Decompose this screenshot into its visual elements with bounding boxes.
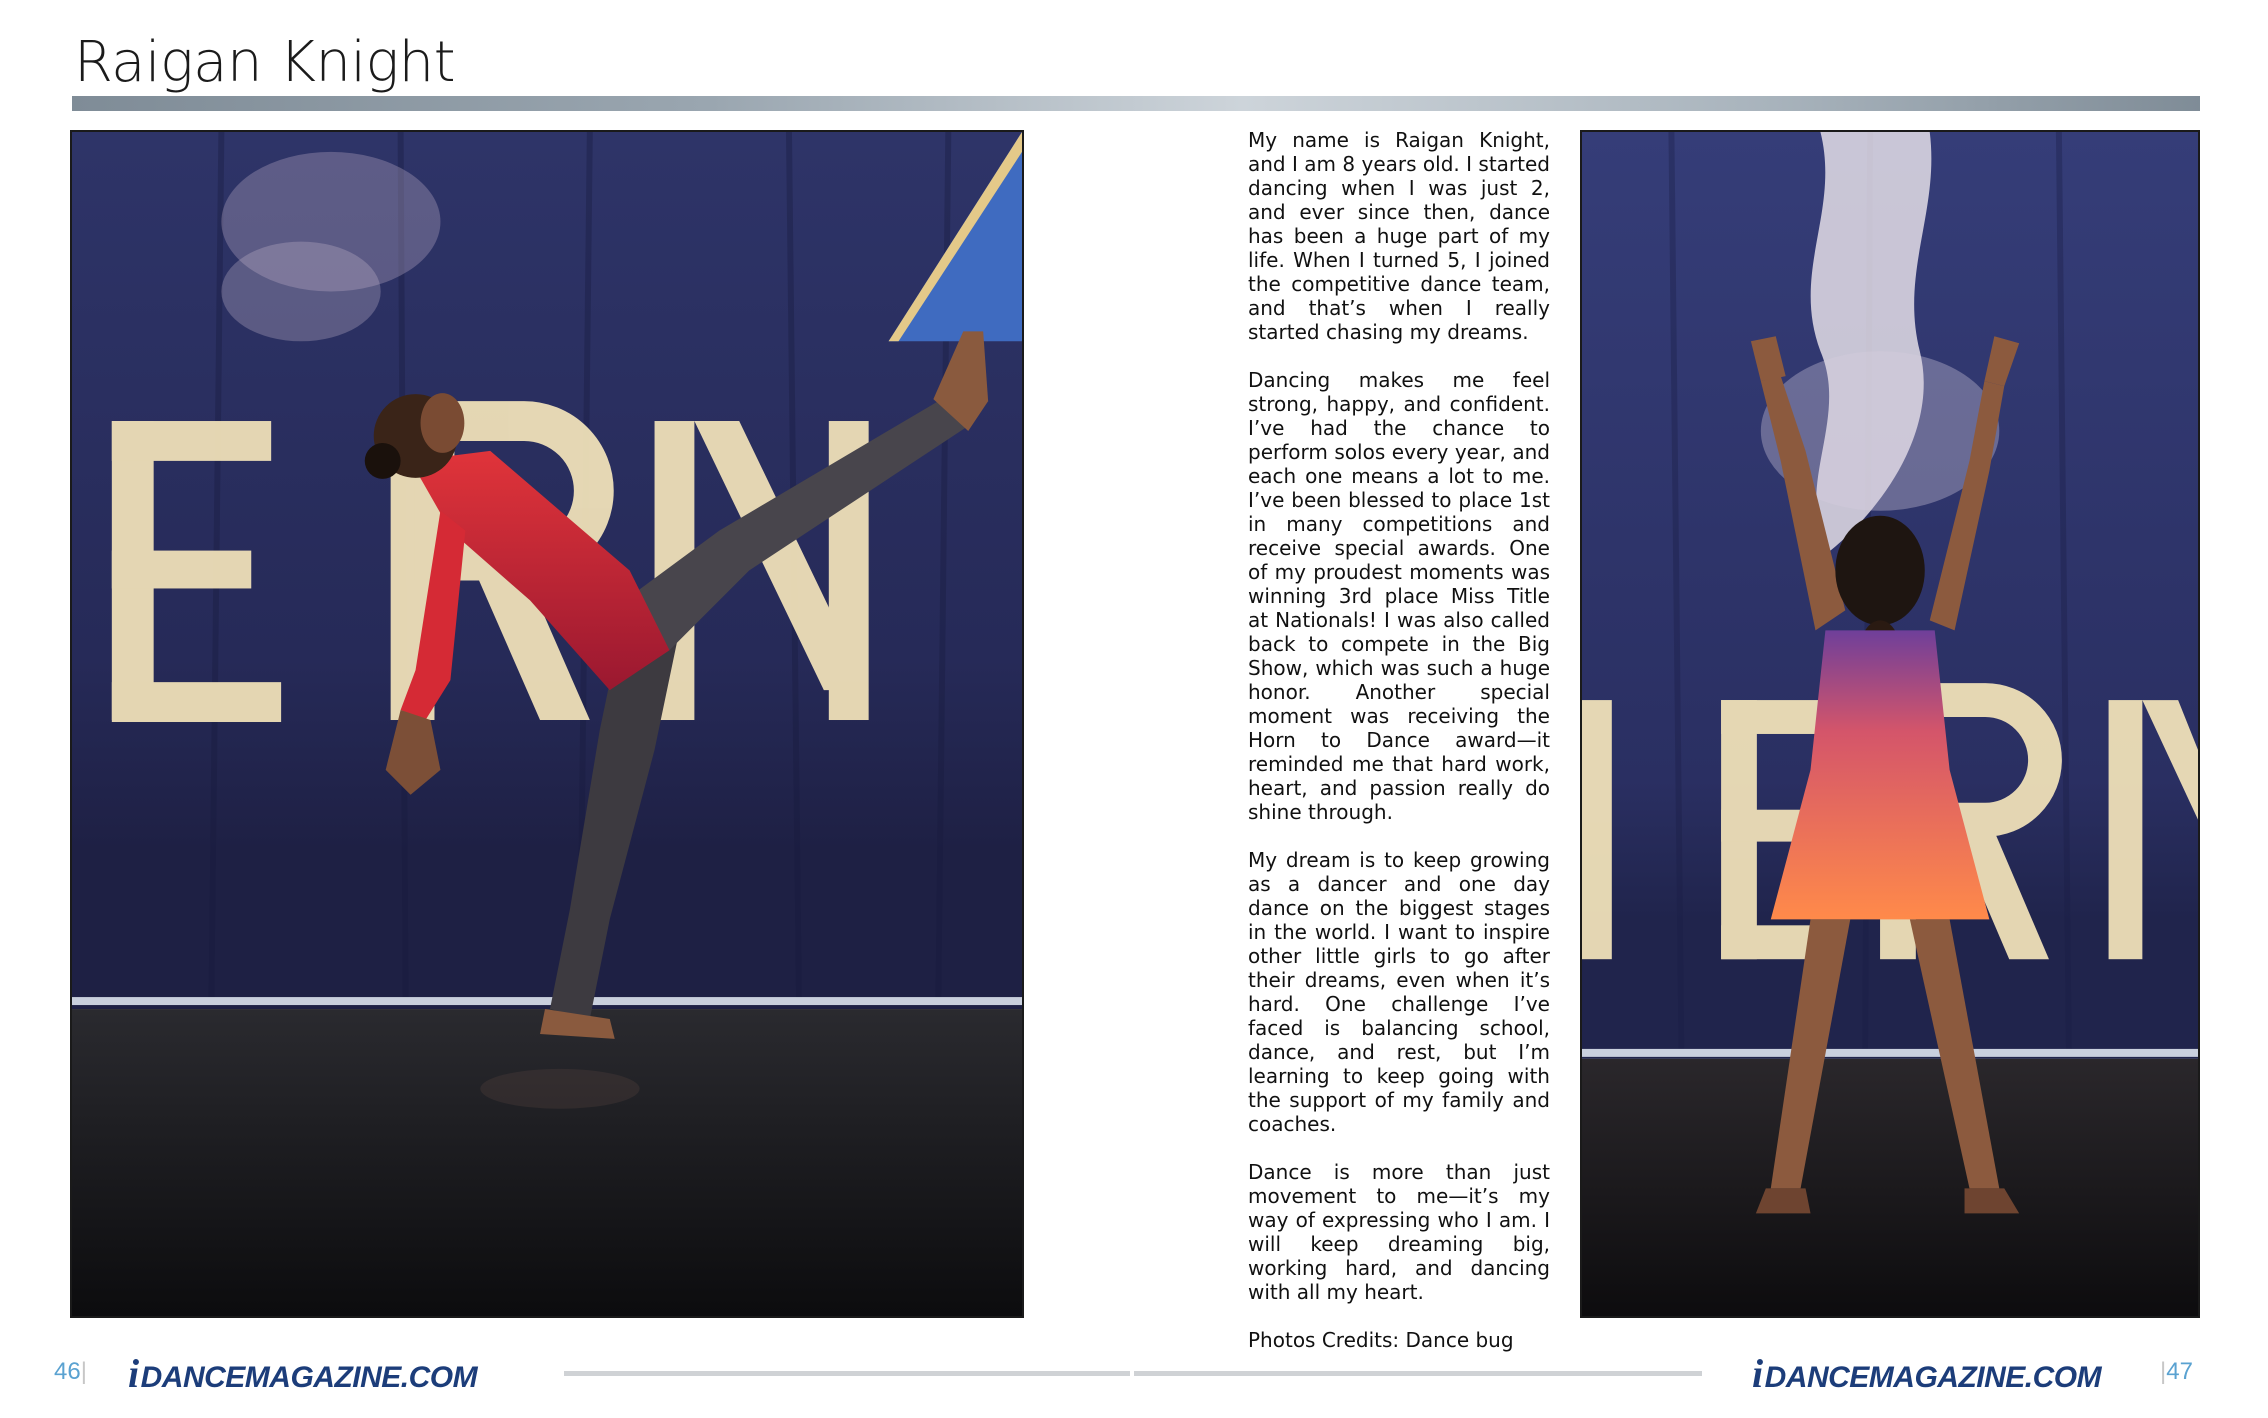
right-page-number: |47 xyxy=(2160,1358,2193,1385)
article-body xyxy=(1248,128,1550,1376)
article-paragraph-1: My name is Raigan Knight, and I am 8 years old. I started dancing when I was just 2, and ever since then, dance has been a huge part of my life. When I turned 5, I joined the competitive dance team, and that’s when I really started chasing my dreams. xyxy=(1248,128,1550,344)
magazine-logo-right[interactable]: i DANCE MAGAZINE.COM xyxy=(1752,1351,2102,1396)
left-page-number: 46| xyxy=(54,1358,87,1385)
magazine-logo-left[interactable]: i DANCE MAGAZINE.COM xyxy=(128,1351,478,1396)
article-paragraph-2: Dancing makes me feel strong, happy, and confident. I’ve had the chance to perform solos every year, and each one means a lot to me. I’ve been blessed to place 1st in many competitions and receive special awards. One of my proudest moments was winning 3rd place Miss Title at Nationals! I was also called back to compete in the Big Show, which was such a huge honor. Another special moment was receiving the Horn to Dance award—it reminded me that hard work, heart, and passion really do shine through. xyxy=(1248,368,1550,824)
article-paragraph-4: Dance is more than just movement to me—it’s my way of expressing who I am. I will keep dreaming big, working hard, and dancing with all my heart. xyxy=(1248,1160,1550,1304)
title-rule xyxy=(72,96,2200,111)
article-paragraph-3: My dream is to keep growing as a dancer and one day dance on the biggest stages in the world. I want to inspire other little girls to go after their dreams, even when it’s hard. One challenge I’ve faced is balancing school, dance, and rest, but I’m learning to keep going with the support of my family and coaches. xyxy=(1248,848,1550,1136)
left-dancer-photo xyxy=(70,130,1024,1318)
right-dancer-photo xyxy=(1580,130,2200,1318)
photo-credit: Photos Credits: Dance bug xyxy=(1248,1328,1514,1352)
footer-rule-left xyxy=(564,1371,1130,1376)
dancer-orange-dress-photo xyxy=(1582,132,2198,1316)
page-title: Raigan Knight xyxy=(74,30,456,95)
dancer-red-leotard-photo xyxy=(72,132,1022,1316)
footer-rule-right xyxy=(1134,1371,1702,1376)
